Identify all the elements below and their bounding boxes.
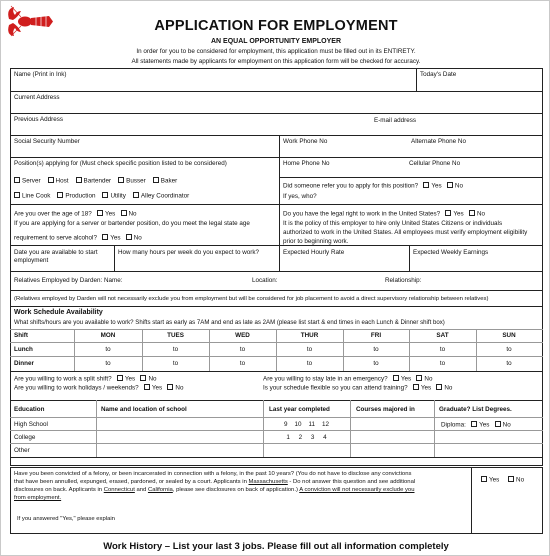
age-question: Are you over the age of 18? Yes No [14, 210, 137, 218]
positions-row-1: Server Host Bartender Busser Baker [14, 177, 177, 186]
diploma-no-checkbox[interactable] [495, 421, 501, 427]
start-date-label-2: employment [14, 257, 49, 264]
legal-no-checkbox[interactable] [469, 210, 475, 216]
cell-phone-label: Cellular Phone No [409, 160, 461, 167]
schedule-cell[interactable]: to [239, 360, 246, 367]
training-no-checkbox[interactable] [436, 384, 442, 390]
graduate-header: Graduate? List Degrees. [439, 406, 512, 413]
relatives-name-label: Relatives Employed by Darden: Name: [14, 277, 123, 284]
baker-checkbox[interactable] [153, 177, 159, 183]
felony-line-3: disclosures on back. Applicants in Connecticut and California, please see disclosures on back of application.) A conviction will not necessarily exclude you [14, 487, 415, 493]
positions-label: Position(s) applying for (Must check specific position listed to be considered) [14, 160, 227, 167]
schedule-cell[interactable]: to [306, 346, 313, 353]
referral-no-checkbox[interactable] [447, 182, 453, 188]
schedule-cell[interactable]: to [172, 360, 179, 367]
legal-note-2: authorized to work in the United States. All employees must verify employment eligibility [283, 229, 528, 236]
schedule-cell[interactable]: to [439, 346, 446, 353]
hours-label: How many hours per week do you expect to work? [118, 249, 260, 256]
split-shift-question: Are you willing to work a split shift? Yes No [14, 375, 157, 383]
alcohol-no-checkbox[interactable] [126, 234, 132, 240]
wed-header: WED [235, 332, 250, 339]
sun-header: SUN [502, 332, 516, 339]
date-label: Today's Date [420, 71, 457, 78]
schedule-title: Work Schedule Availability [14, 309, 103, 316]
referral-who-label: If yes, who? [283, 193, 317, 200]
schedule-question: What shifts/hours are you available to work? Shifts start as early as 7AM and end as late as 2AM (please list start & end times in each Lunch & Dinner shift box) [14, 319, 445, 326]
work-phone-label: Work Phone No [283, 138, 328, 145]
lunch-row-label: Lunch [14, 346, 33, 353]
hourly-rate-label: Expected Hourly Rate [283, 249, 345, 256]
felony-answer: Yes No [481, 476, 524, 485]
busser-checkbox[interactable] [118, 177, 124, 183]
emergency-no-checkbox[interactable] [416, 375, 422, 381]
legal-note-1: It is the policy of this employer to hire only United States Citizens or individuals [283, 220, 503, 227]
weekly-earnings-label: Expected Weekly Earnings [413, 249, 489, 256]
schedule-cell[interactable]: to [506, 360, 512, 367]
thur-header: THUR [300, 332, 319, 339]
intro-line-2: All statements made by applicants for employment on this application form will be checked for accuracy. [131, 58, 421, 65]
college-years: 1 2 3 4 [286, 434, 327, 441]
email-label: E-mail address [374, 117, 416, 124]
age-no-checkbox[interactable] [121, 210, 127, 216]
host-checkbox[interactable] [48, 177, 54, 183]
production-checkbox[interactable] [57, 192, 63, 198]
schedule-cell[interactable]: to [239, 346, 246, 353]
relatives-location-label: Location: [252, 277, 278, 284]
felony-no-checkbox[interactable] [508, 476, 514, 482]
alcohol-yes-checkbox[interactable] [102, 234, 108, 240]
relatives-relationship-label: Relationship: [385, 277, 422, 284]
dinner-row-label: Dinner [14, 360, 34, 367]
server-checkbox[interactable] [14, 177, 20, 183]
schedule-cell[interactable]: to [506, 346, 512, 353]
high-school-row-label: High School [14, 421, 48, 428]
split-no-checkbox[interactable] [140, 375, 146, 381]
schedule-cell[interactable]: to [105, 360, 111, 367]
work-history-title: Work History – List your last 3 jobs. Please fill out all information completely [103, 541, 449, 552]
fri-header: FRI [370, 332, 382, 339]
age-yes-checkbox[interactable] [97, 210, 103, 216]
legal-note-3: prior to beginning work. [283, 238, 349, 245]
legal-question: Do you have the legal right to work in the United States? Yes No [283, 210, 486, 218]
schedule-cell[interactable]: to [373, 360, 379, 367]
emergency-yes-checkbox[interactable] [393, 375, 399, 381]
felony-line-2: that have been annulled, expunged, erased, pardoned, or sealed by a court. Applicants in Massachusetts - Do not answer this question and see additional [14, 479, 416, 485]
felony-line-1: Have you been convicted of a felony, or been incarcerated in connection with a felony, in the past 10 years? (You do not have to disclose any convictions [14, 471, 412, 477]
current-address-label: Current Address [14, 94, 60, 101]
home-phone-label: Home Phone No [283, 160, 330, 167]
school-header: Name and location of school [101, 406, 187, 413]
referral-question: Did someone refer you to apply for this position? Yes No [283, 182, 463, 190]
holidays-yes-checkbox[interactable] [144, 384, 150, 390]
emergency-question: Are you willing to stay late in an emergency? Yes No [263, 375, 433, 383]
diploma-yes-checkbox[interactable] [471, 421, 477, 427]
page-title: APPLICATION FOR EMPLOYMENT [154, 18, 398, 34]
education-header: Education [14, 406, 45, 413]
utility-checkbox[interactable] [102, 192, 108, 198]
referral-yes-checkbox[interactable] [423, 182, 429, 188]
diploma-question: Diploma: Yes No [441, 421, 511, 429]
name-label: Name (Print in Ink) [14, 71, 67, 78]
intro-line-1: In order for you to be considered for employment, this application must be filled out in its ENTIRETY. [136, 48, 416, 55]
training-question: Is your schedule flexible so you can attend training? Yes No [263, 384, 453, 392]
start-date-label: Date you are available to start [14, 249, 98, 256]
page-subtitle: AN EQUAL OPPORTUNITY EMPLOYER [210, 38, 342, 45]
alcohol-question-1: If you are applying for a server or bartender position, do you meet the legal state age [14, 220, 250, 227]
felony-explain-label: If you answered "Yes," please explain [17, 516, 115, 522]
tues-header: TUES [167, 332, 184, 339]
legal-yes-checkbox[interactable] [445, 210, 451, 216]
felony-line-4: from employment. [14, 495, 62, 501]
schedule-cell[interactable]: to [105, 346, 111, 353]
felony-yes-checkbox[interactable] [481, 476, 487, 482]
alley-coordinator-checkbox[interactable] [133, 192, 139, 198]
mon-header: MON [100, 332, 116, 339]
training-yes-checkbox[interactable] [413, 384, 419, 390]
holidays-question: Are you willing to work holidays / weekends? Yes No [14, 384, 184, 392]
schedule-cell[interactable]: to [172, 346, 179, 353]
other-row-label: Other [14, 447, 30, 454]
positions-row-2: Line Cook Production Utility Alley Coordinator [14, 192, 189, 201]
holidays-no-checkbox[interactable] [167, 384, 173, 390]
ssn-label: Social Security Number [14, 138, 80, 145]
last-year-header: Last year completed [269, 406, 330, 413]
shift-header: Shift [14, 332, 28, 339]
sat-header: SAT [436, 332, 449, 339]
college-row-label: College [14, 434, 36, 441]
bartender-checkbox[interactable] [76, 177, 82, 183]
schedule-cell[interactable]: to [306, 360, 313, 367]
split-yes-checkbox[interactable] [117, 375, 123, 381]
courses-header: Courses majored in [356, 406, 415, 413]
schedule-cell[interactable]: to [439, 360, 446, 367]
previous-address-label: Previous Address [14, 116, 64, 123]
relatives-note: (Relatives employed by Darden will not necessarily exclude you from employment but will be considered for job placement to avoid a direct supervisory relationship between relatives) [14, 296, 489, 302]
alt-phone-label: Alternate Phone No [411, 138, 466, 145]
hs-years: 9 10 11 12 [283, 421, 330, 428]
alcohol-question-2: requirement to serve alcohol? Yes No [14, 234, 142, 242]
line-cook-checkbox[interactable] [14, 192, 20, 198]
schedule-cell[interactable]: to [373, 346, 379, 353]
